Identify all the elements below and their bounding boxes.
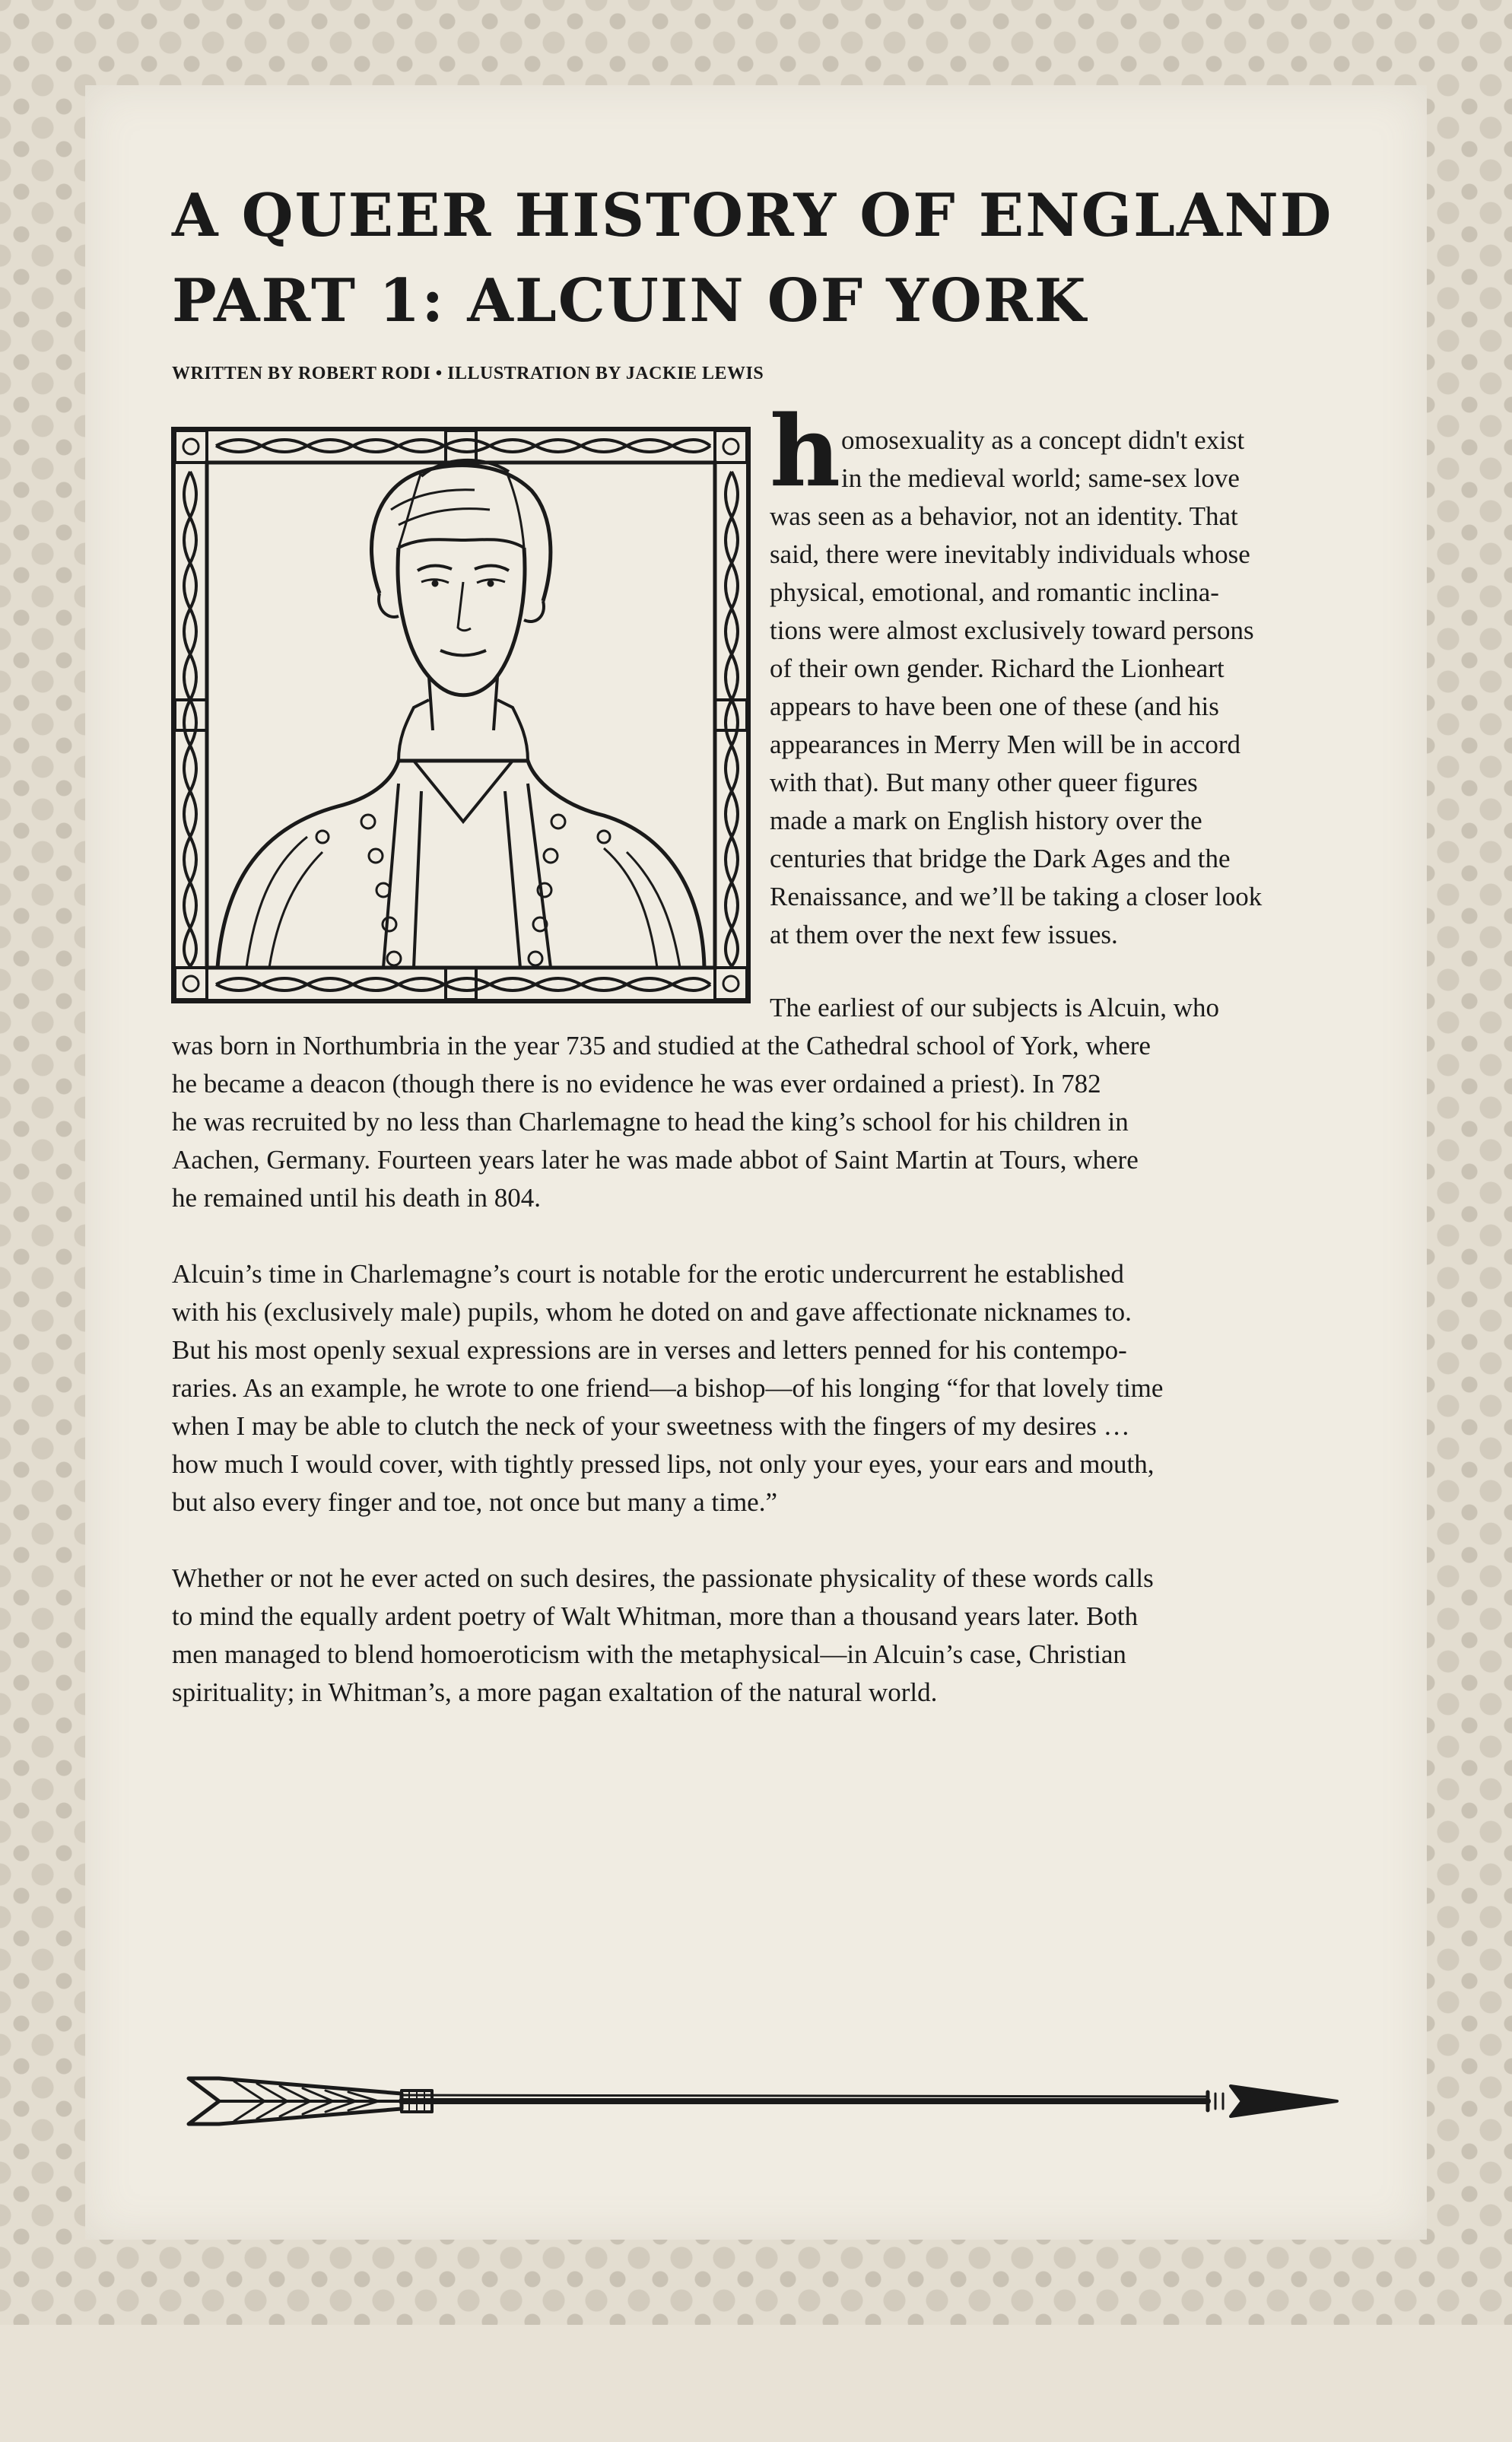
text-line: raries. As an example, he wrote to one friend—a bishop—of his longing “for that lovely time [172,1373,1164,1403]
arrow-ornament-icon [173,2063,1345,2139]
text-line: men managed to blend homoeroticism with the metaphysical—in Alcuin’s case, Christian [172,1639,1126,1669]
text-line: Alcuin’s time in Charlemagne’s court is notable for the erotic undercurrent he established [172,1259,1124,1289]
text-line: when I may be able to clutch the neck of your sweetness with the fingers of my desires … [172,1411,1130,1441]
title-line-2: PART 1: ALCUIN OF YORK [172,266,1088,335]
text-line: said, there were inevitably individuals whose [770,539,1250,569]
text-line: The earliest of our subjects is Alcuin, who [770,993,1219,1022]
title-line-1: A QUEER HISTORY OF ENGLAND [172,181,1333,250]
text-line: appearances in Merry Men will be in accord [770,730,1241,759]
text-line: of their own gender. Richard the Lionheart [770,653,1225,683]
byline: WRITTEN BY ROBERT RODI • ILLUSTRATION BY JACKIE LEWIS [172,364,764,383]
text-line: was seen as a behavior, not an identity. That [770,501,1238,531]
text-line: to mind the equally ardent poetry of Walt Whitman, more than a thousand years later. Both [172,1601,1139,1631]
paragraph-4 [172,1560,1154,1712]
text-line: made a mark on English history over the [770,806,1202,835]
text-line: appears to have been one of these (and his [770,692,1219,721]
text-line: at them over the next few issues. [770,920,1118,949]
text-line: physical, emotional, and romantic inclina- [770,577,1219,607]
text-line: how much I would cover, with tightly pressed lips, not only your eyes, your ears and mouth, [172,1449,1155,1479]
text-line: he became a deacon (though there is no evidence he was ever ordained a priest). In 782 [172,1069,1101,1099]
text-line: with his (exclusively male) pupils, whom he doted on and gave affectionate nicknames to. [172,1297,1132,1327]
page-title [172,173,1389,344]
intro-paragraph [770,421,1262,954]
text-line: omosexuality as a concept didn't exist [841,425,1245,455]
text-line: he remained until his death in 804. [172,1183,542,1213]
text-line: he was recruited by no less than Charlemagne to head the king’s school for his children in [172,1107,1129,1137]
text-line: centuries that bridge the Dark Ages and the [770,844,1231,873]
arrow-divider-icon [173,2366,1345,2442]
alcuin-portrait-illustration [170,426,751,1004]
text-line: was born in Northumbria in the year 735 and studied at the Cathedral school of York, where [172,1031,1151,1060]
drop-cap: h [770,395,841,509]
paragraph-2-first-line [770,989,1219,1027]
text-line: spirituality; in Whitman’s, a more pagan exaltation of the natural world. [172,1677,938,1707]
text-line: Aachen, Germany. Fourteen years later he was made abbot of Saint Martin at Tours, where [172,1145,1139,1175]
text-line: but also every finger and toe, not once but many a time.” [172,1487,777,1517]
text-line: in the medieval world; same-sex love [841,463,1240,493]
text-line: Whether or not he ever acted on such desires, the passionate physicality of these words calls [172,1563,1154,1593]
paragraph-2 [172,1027,1151,1217]
text-line: tions were almost exclusively toward persons [770,615,1254,645]
text-line: with that). But many other queer figures [770,768,1198,797]
paragraph-3 [172,1255,1163,1521]
text-line: Renaissance, and we’ll be taking a closer look [770,882,1263,911]
text-line: But his most openly sexual expressions are in verses and letters penned for his contempo- [172,1335,1127,1365]
